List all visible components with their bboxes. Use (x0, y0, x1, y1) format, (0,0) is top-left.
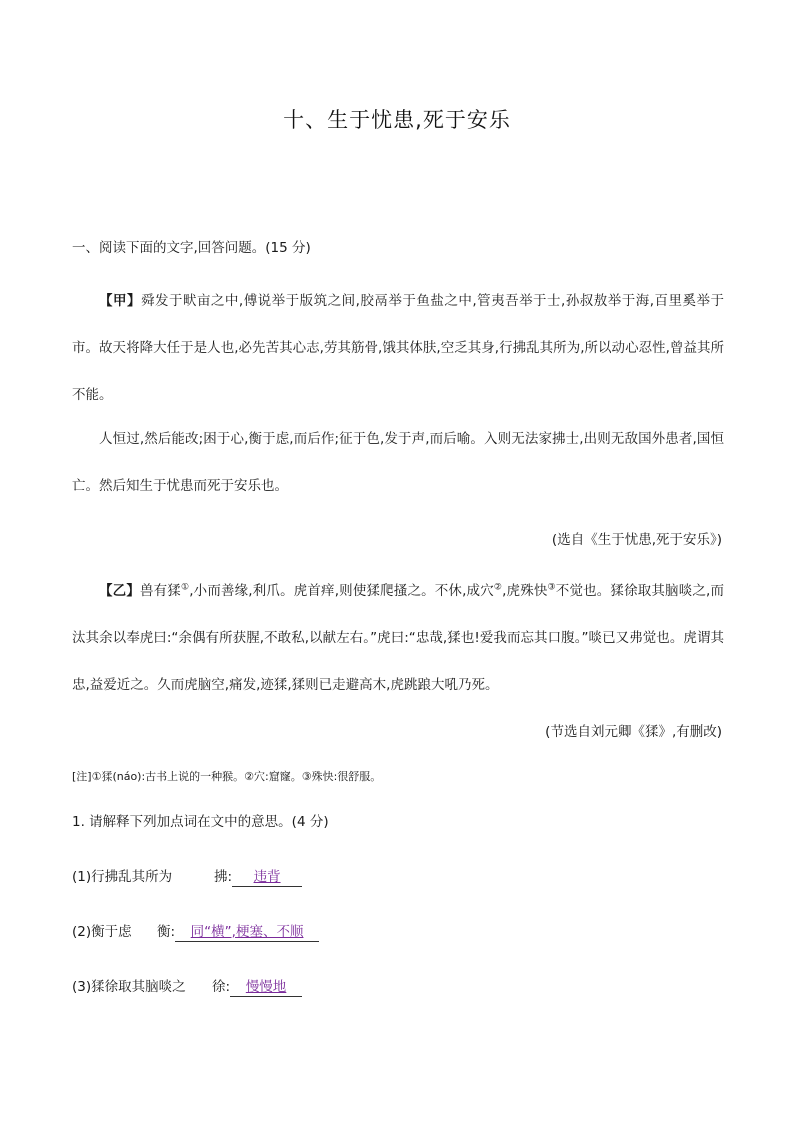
answer-blank (230, 978, 302, 997)
passage-yi-text-4: 不觉也。猱徐取其脑啖之,而汰其余以奉虎曰:“余偶有所获腥,不敢私,以献左右。”虎曰:“忠哉,猱也!爱我而忘其口腹。”啖已又弗觉也。虎谓其忠,益爱近之。久而虎脑空,痛发,迹猱,猱则已走避高木,虎跳踉大吼乃死。 (72, 583, 724, 693)
answer-text: 同“横”,梗塞、不顺 (190, 924, 304, 940)
passage-yi-text-1: 兽有猱 (139, 583, 181, 599)
passage-marker-jia: 【甲】 (99, 293, 141, 309)
answer-text: 慢慢地 (245, 979, 287, 995)
passage-yi-text-3: ,虎殊快 (502, 583, 548, 599)
question-item-word: 拂: (214, 869, 233, 885)
footnote-ref-2: ② (493, 582, 503, 593)
page-title: 十、生于忧患,死于安乐 (283, 108, 511, 132)
question-item-label: (1)行拂乱其所为 (72, 869, 173, 885)
answer-blank (232, 868, 302, 887)
passage-marker-yi: 【乙】 (99, 583, 140, 599)
passage-jia-paragraph-2: 人恒过,然后能改;困于心,衡于虑,而后作;征于色,发于声,而后喻。入则无法家拂士,出则无敌国外患者,国恒亡。然后知生于忧患而死于安乐也。 (72, 431, 724, 494)
passage-yi-text-2: ,小而善缘,利爪。虎首痒,则使猱爬搔之。不休,成穴 (189, 583, 494, 599)
passage-jia-paragraph-1 (72, 278, 724, 419)
question-item-label: (2)衡于虑 (72, 924, 132, 940)
question-item-word: 徐: (212, 979, 231, 995)
answer-text: 违背 (253, 869, 281, 885)
question-1-item-2 (72, 922, 319, 942)
footnote-ref-1: ① (180, 582, 190, 593)
footnote-ref-3: ③ (547, 582, 556, 593)
section-heading: 一、阅读下面的文字,回答问题。(15 分) (72, 240, 311, 256)
question-1-item-1 (72, 867, 302, 887)
question-item-word: 衡: (157, 924, 176, 940)
question-item-label: (3)猱徐取其脑啖之 (72, 979, 186, 995)
passage-yi-paragraph (72, 568, 724, 709)
question-1-stem: 1. 请解释下列加点词在文中的意思。(4 分) (72, 814, 329, 830)
answer-blank (175, 923, 319, 942)
passage-jia-source: (选自《生于忧患,死于安乐》) (551, 532, 722, 548)
passage-yi-source: (节选自刘元卿《猱》,有删改) (545, 724, 722, 740)
passage-jia-text-1: 舜发于畎亩之中,傅说举于版筑之间,胶鬲举于鱼盐之中,管夷吾举于士,孙叔敖举于海,百里奚举于市。故天将降大任于是人也,必先苦其心志,劳其筋骨,饿其体肤,空乏其身,行拂乱其所为,所以动心忍性,曾益其所不能。 (72, 293, 725, 403)
footnote: [注]①猱(náo):古书上说的一种猴。②穴:窟窿。③殊快:很舒服。 (72, 770, 382, 783)
question-1-item-3 (72, 977, 302, 997)
